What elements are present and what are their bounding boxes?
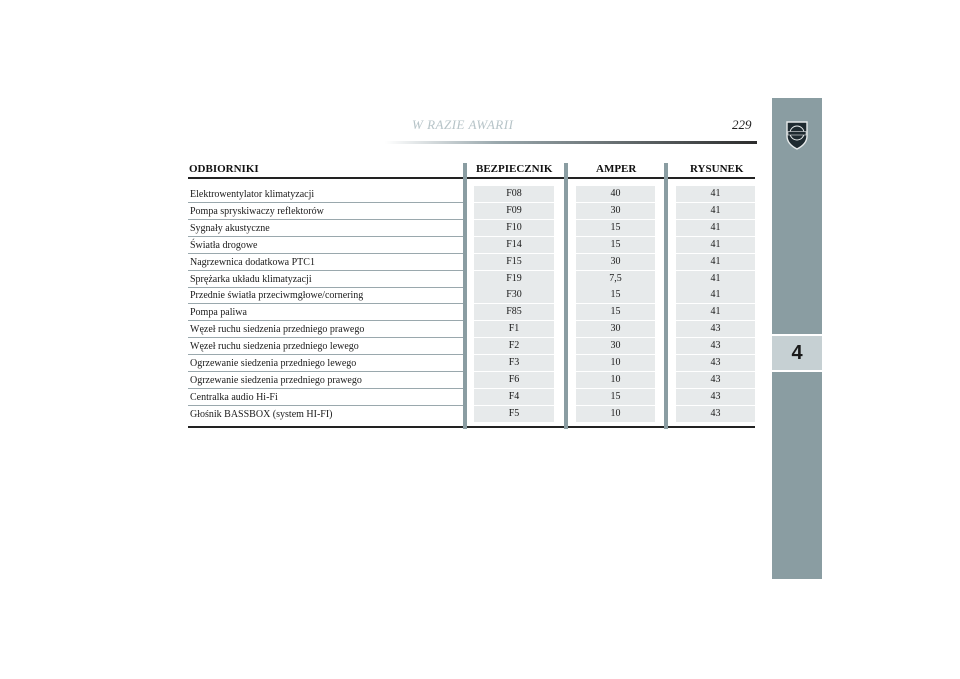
- row-separator: [188, 337, 463, 338]
- row-separator: [188, 303, 463, 304]
- row-fuse-cell: F1: [474, 321, 554, 337]
- row-fuse-cell: F4: [474, 389, 554, 405]
- row-figure-cell: 41: [676, 203, 755, 219]
- row-separator: [188, 270, 463, 271]
- row-figure-cell: 41: [676, 304, 755, 320]
- row-figure-cell: 41: [676, 271, 755, 287]
- row-figure-cell: 43: [676, 321, 755, 337]
- row-receiver-label: Pompa spryskiwaczy reflektorów: [190, 206, 324, 217]
- row-figure-cell: 43: [676, 338, 755, 354]
- column-divider: [664, 163, 668, 429]
- row-fuse-cell: F14: [474, 237, 554, 253]
- column-divider: [463, 163, 467, 429]
- row-figure-cell: 43: [676, 372, 755, 388]
- column-header-figure: RYSUNEK: [690, 163, 744, 175]
- row-separator: [188, 405, 463, 406]
- row-separator: [188, 236, 463, 237]
- row-separator: [188, 354, 463, 355]
- row-ampere-cell: 15: [576, 287, 655, 303]
- table-rule-bottom: [188, 426, 755, 428]
- chapter-sidebar: [772, 98, 822, 579]
- row-fuse-cell: F3: [474, 355, 554, 371]
- row-figure-cell: 41: [676, 220, 755, 236]
- row-receiver-label: Pompa paliwa: [190, 307, 247, 318]
- row-separator: [188, 202, 463, 203]
- column-divider: [564, 163, 568, 429]
- row-fuse-cell: F2: [474, 338, 554, 354]
- row-separator: [188, 371, 463, 372]
- page-header-title: W RAZIE AWARII: [412, 117, 514, 132]
- row-receiver-label: Węzeł ruchu siedzenia przedniego prawego: [190, 324, 365, 335]
- row-fuse-cell: F6: [474, 372, 554, 388]
- chapter-number-tab: 4: [772, 334, 822, 372]
- row-receiver-label: Sprężarka układu klimatyzacji: [190, 274, 312, 285]
- row-ampere-cell: 10: [576, 355, 655, 371]
- row-receiver-label: Ogrzewanie siedzenia przedniego prawego: [190, 375, 362, 386]
- header-rule: [385, 141, 757, 144]
- row-separator: [188, 388, 463, 389]
- row-receiver-label: Głośnik BASSBOX (system HI-FI): [190, 409, 333, 420]
- row-receiver-label: Sygnały akustyczne: [190, 223, 270, 234]
- row-fuse-cell: F09: [474, 203, 554, 219]
- row-ampere-cell: 30: [576, 338, 655, 354]
- row-ampere-cell: 15: [576, 389, 655, 405]
- row-receiver-label: Ogrzewanie siedzenia przedniego lewego: [190, 358, 357, 369]
- row-ampere-cell: 15: [576, 220, 655, 236]
- row-ampere-cell: 10: [576, 406, 655, 422]
- row-figure-cell: 43: [676, 406, 755, 422]
- row-figure-cell: 43: [676, 389, 755, 405]
- row-fuse-cell: F5: [474, 406, 554, 422]
- row-fuse-cell: F30: [474, 287, 554, 303]
- row-receiver-label: Centralka audio Hi-Fi: [190, 392, 278, 403]
- row-receiver-label: Nagrzewnica dodatkowa PTC1: [190, 257, 315, 268]
- row-fuse-cell: F08: [474, 186, 554, 202]
- row-receiver-label: Węzeł ruchu siedzenia przedniego lewego: [190, 341, 359, 352]
- header-rule-top: [188, 177, 755, 179]
- row-ampere-cell: 40: [576, 186, 655, 202]
- row-receiver-label: Przednie światła przeciwmgłowe/cornering: [190, 290, 364, 301]
- column-header-fuse: BEZPIECZNIK: [476, 163, 553, 175]
- row-fuse-cell: F15: [474, 254, 554, 270]
- lancia-logo-icon: [783, 120, 811, 150]
- row-ampere-cell: 7,5: [576, 271, 655, 287]
- row-figure-cell: 41: [676, 237, 755, 253]
- column-header-receivers: ODBIORNIKI: [189, 163, 259, 175]
- row-figure-cell: 43: [676, 355, 755, 371]
- row-receiver-label: Światła drogowe: [190, 240, 258, 251]
- row-ampere-cell: 10: [576, 372, 655, 388]
- row-separator: [188, 287, 463, 288]
- row-figure-cell: 41: [676, 287, 755, 303]
- row-separator: [188, 253, 463, 254]
- page-number: 229: [732, 117, 752, 132]
- column-header-ampere: AMPER: [596, 163, 637, 175]
- row-ampere-cell: 30: [576, 203, 655, 219]
- row-figure-cell: 41: [676, 186, 755, 202]
- row-fuse-cell: F19: [474, 271, 554, 287]
- row-ampere-cell: 15: [576, 237, 655, 253]
- row-separator: [188, 320, 463, 321]
- row-ampere-cell: 30: [576, 321, 655, 337]
- row-figure-cell: 41: [676, 254, 755, 270]
- row-fuse-cell: F85: [474, 304, 554, 320]
- row-separator: [188, 219, 463, 220]
- row-ampere-cell: 15: [576, 304, 655, 320]
- row-fuse-cell: F10: [474, 220, 554, 236]
- row-receiver-label: Elektrowentylator klimatyzacji: [190, 189, 315, 200]
- row-ampere-cell: 30: [576, 254, 655, 270]
